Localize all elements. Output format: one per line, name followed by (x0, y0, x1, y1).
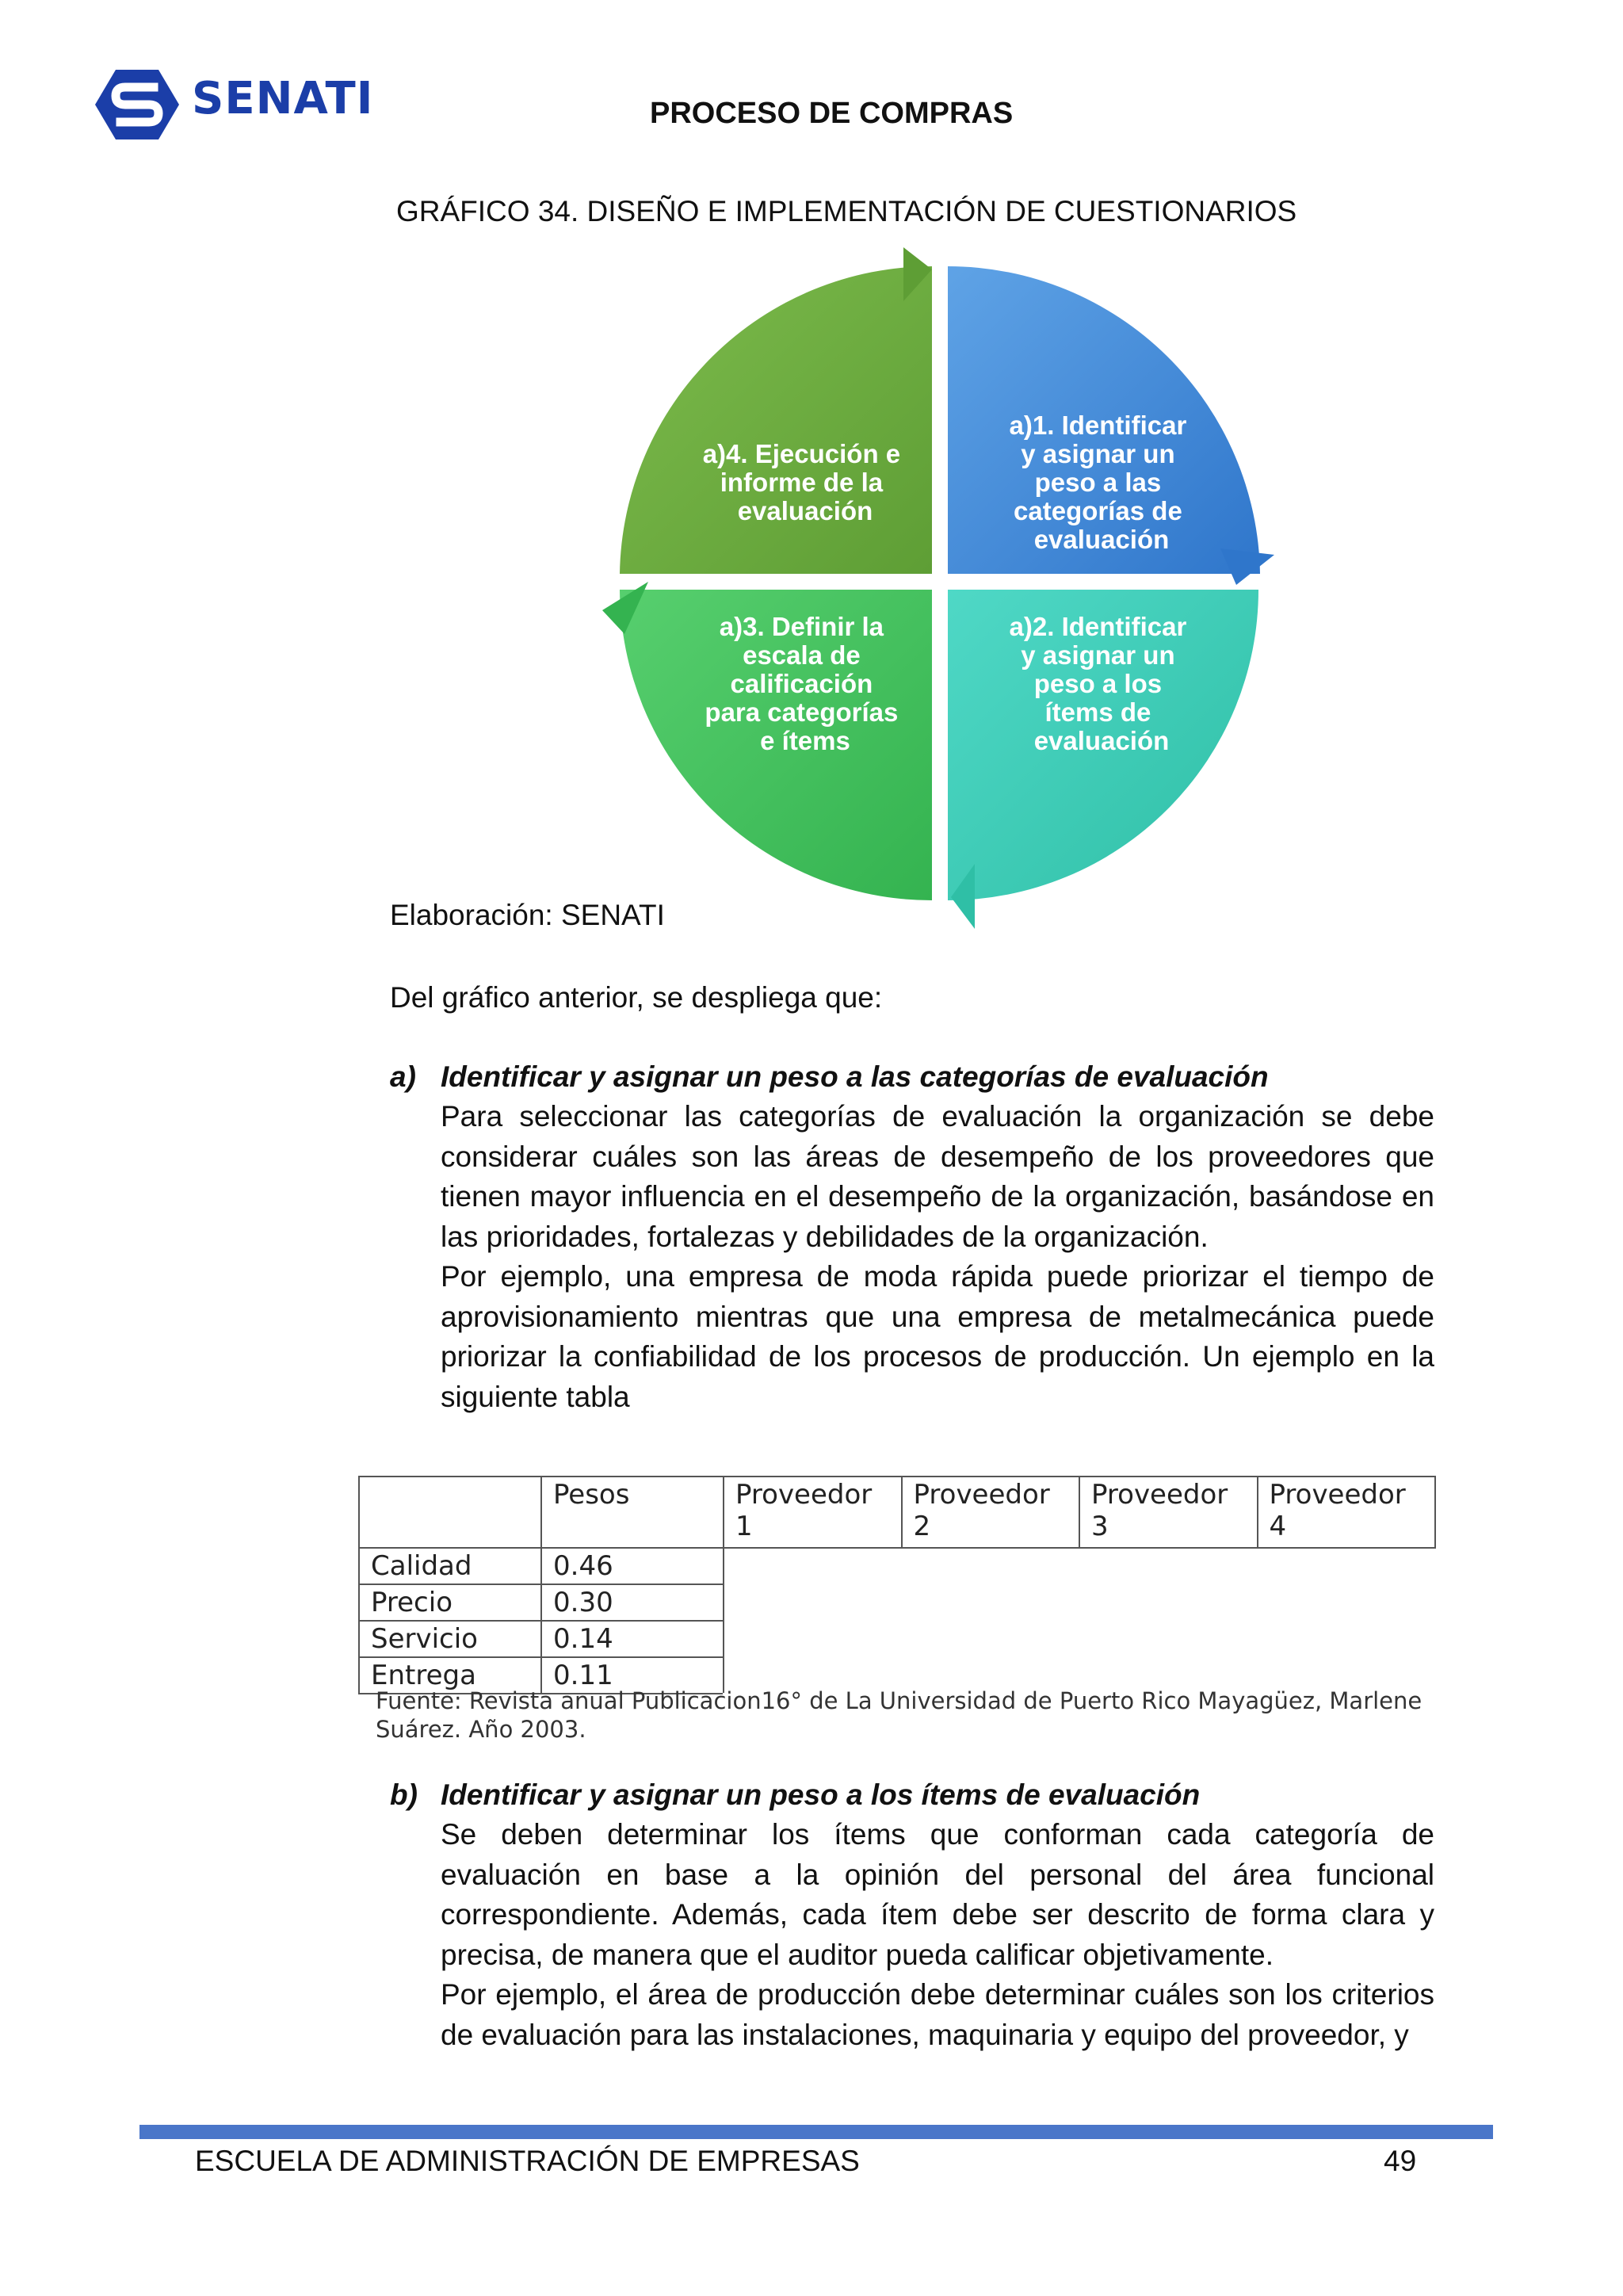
table-row (359, 1548, 1435, 1584)
table-header-cell: Pesos (541, 1477, 724, 1548)
section-a-heading: Identificar y asignar un peso a las categorías de evaluación (441, 1060, 1269, 1093)
table-cell-category: Servicio (359, 1621, 541, 1657)
table-header-row (359, 1477, 1435, 1548)
quadrant-a2-label: a)2. Identificar y asignar un peso a los ítems de evaluación (1009, 612, 1187, 755)
table-cell-weight: 0.30 (541, 1584, 724, 1621)
logo-text: SENATI (192, 73, 374, 124)
table-header-cell (359, 1477, 541, 1548)
quadrant-a4-label: a)4. Ejecución e informe de la evaluación (702, 439, 901, 525)
footer-bar (139, 2125, 1493, 2139)
quadrant-a1-label: a)1. Identificar y asignar un peso a las categorías de evaluación (1009, 411, 1187, 554)
section-b-marker: b) (390, 1778, 418, 1811)
table-header-cell: Proveedor 2 (902, 1477, 1080, 1548)
table-header-cell: Proveedor 1 (724, 1477, 902, 1548)
weights-table (358, 1476, 1436, 1694)
page-number: 49 (1384, 2145, 1417, 2177)
table-cell-category: Calidad (359, 1548, 541, 1584)
table-cell-weight: 0.46 (541, 1548, 724, 1584)
table-header-cell: Proveedor 3 (1079, 1477, 1258, 1548)
page-header-title: PROCESO DE COMPRAS (650, 97, 1014, 130)
table-blank-area (724, 1548, 1435, 1694)
figure-source: Elaboración: SENATI (390, 899, 665, 931)
senati-logo (94, 68, 379, 141)
cycle-diagram (602, 238, 1316, 935)
table-cell-category: Entrega (359, 1657, 541, 1694)
section-a-marker: a) (390, 1060, 416, 1093)
intro-text: Del gráfico anterior, se despliega que: (390, 981, 883, 1014)
quadrant-a3-label: a)3. Definir la escala de calificación para categorías e ítems (705, 612, 899, 755)
section-b-paragraph-1: Se deben determinar los ítems que conforman cada categoría de evaluación en base a la opinión del personal del área funcional correspondiente. Además, cada ítem debe ser descrito de forma clara y precisa, de manera que el auditor pueda calificar objetivamente. (441, 1818, 1434, 1971)
table-header-cell: Proveedor 4 (1258, 1477, 1436, 1548)
footer-school-name: ESCUELA DE ADMINISTRACIÓN DE EMPRESAS (195, 2145, 860, 2177)
table-cell-category: Precio (359, 1584, 541, 1621)
table-cell-weight: 0.14 (541, 1621, 724, 1657)
section-a-paragraph-1: Para seleccionar las categorías de evaluación la organización se debe considerar cuáles son las áreas de desempeño de los proveedores que tienen mayor influencia en el desempeño de la organización, basándose en las prioridades, fortalezas y debilidades de la organización. (441, 1100, 1434, 1253)
table-cell-weight: 0.11 (541, 1657, 724, 1694)
figure-caption: GRÁFICO 34. DISEÑO E IMPLEMENTACIÓN DE CUESTIONARIOS (396, 195, 1297, 227)
section-b-heading: Identificar y asignar un peso a los ítems de evaluación (441, 1778, 1201, 1811)
table-source: Fuente: Revista anual Publicacion16° de La Universidad de Puerto Rico Mayagüez, Marlene Suárez. Año 2003. (376, 1687, 1423, 1743)
section-b-paragraph-2: Por ejemplo, el área de producción debe determinar cuáles son los criterios de evaluación para las instalaciones, maquinaria y equipo del proveedor, y (441, 1978, 1434, 2051)
senati-emblem-icon (94, 68, 181, 141)
section-a-paragraph-2: Por ejemplo, una empresa de moda rápida puede priorizar el tiempo de aprovisionamiento mientras que una empresa de metalmecánica puede priorizar la confiabilidad de los procesos de producción. Un ejemplo en la siguiente tabla (441, 1260, 1434, 1413)
